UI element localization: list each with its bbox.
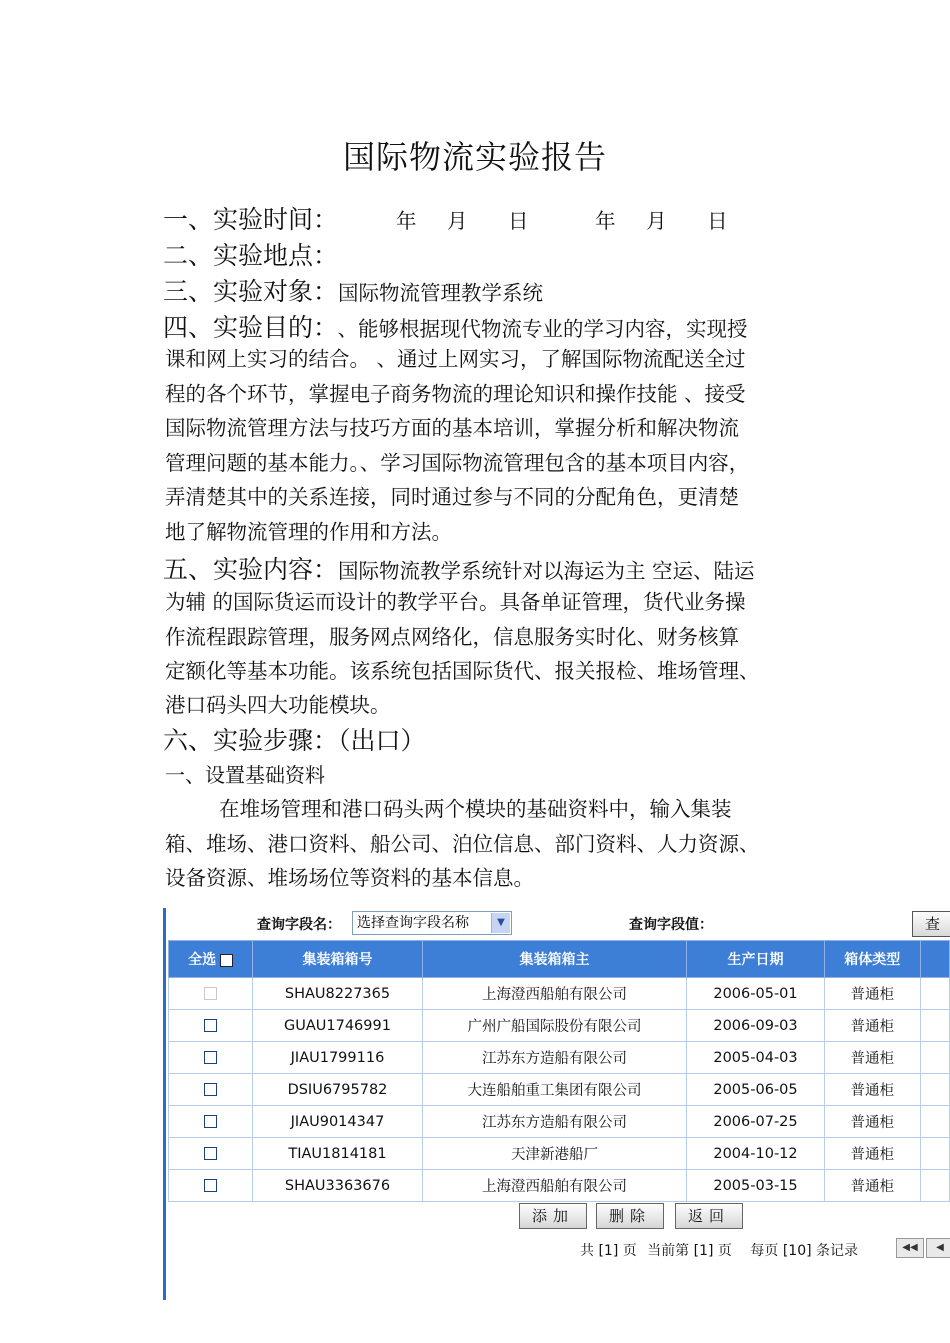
cell-container-number[interactable]: SHAU3363676	[253, 1170, 422, 1202]
section-time-label: 一、实验时间：	[163, 205, 339, 234]
document-title: 国际物流实验报告	[342, 138, 607, 176]
cell-owner: 江苏东方造船有限公司	[422, 1106, 687, 1138]
subsection-line: 箱、堆场、港口资料、船公司、泊位信息、部门资料、人力资源、	[165, 832, 760, 856]
chevron-down-icon[interactable]: ▼	[491, 913, 510, 933]
row-checkbox[interactable]	[204, 1147, 217, 1160]
column-header-extra	[920, 941, 949, 978]
content-line: 定额化等基本功能。该系统包括国际货代、报关报检、堆场管理、	[165, 659, 760, 683]
query-button[interactable]: 查	[912, 911, 950, 937]
pager-total: 共 [1] 页	[580, 1243, 637, 1259]
back-button[interactable]: 返回	[675, 1203, 743, 1229]
subsection-title: 一、设置基础资料	[165, 763, 325, 787]
cell-type: 普通柜	[824, 1010, 920, 1042]
row-checkbox	[204, 987, 217, 1000]
cell-extra	[920, 1106, 949, 1138]
date-month-1: 月	[447, 209, 468, 233]
row-checkbox[interactable]	[204, 1083, 217, 1096]
cell-extra	[920, 1074, 949, 1106]
column-header-owner: 集装箱箱主	[422, 941, 687, 978]
cell-container-number[interactable]: DSIU6795782	[253, 1074, 422, 1106]
subsection-line: 设备资源、堆场场位等资料的基本信息。	[165, 866, 534, 890]
date-year-1: 年	[395, 209, 417, 233]
section-purpose	[163, 308, 748, 344]
cell-date: 2006-07-25	[687, 1106, 825, 1138]
date-range-end	[595, 209, 728, 233]
cell-type: 普通柜	[824, 1138, 920, 1170]
section-purpose-first-line: 、能够根据现代物流专业的学习内容，实现授	[337, 317, 748, 341]
cell-owner: 天津新港船厂	[422, 1138, 687, 1170]
cell-type: 普通柜	[824, 1170, 920, 1202]
cell-extra	[920, 1042, 949, 1074]
content-line: 为辅 的国际货运而设计的教学平台。具备单证管理，货代业务操	[165, 590, 746, 614]
purpose-line: 管理问题的基本能力。、学习国际物流管理包含的基本项目内容，	[165, 451, 750, 475]
select-all-checkbox[interactable]	[220, 954, 233, 967]
column-header-date: 生产日期	[687, 941, 825, 978]
purpose-line: 课和网上实习的结合。 、通过上网实习，了解国际物流配送全过	[165, 347, 746, 371]
purpose-line: 弄清楚其中的关系连接，同时通过参与不同的分配角色，更清楚	[165, 485, 739, 509]
delete-button[interactable]: 删除	[596, 1203, 664, 1229]
select-all-label: 全选	[188, 952, 217, 968]
query-field-label: 查询字段名：	[257, 917, 341, 933]
cell-type: 普通柜	[824, 1074, 920, 1106]
table-row	[169, 1106, 950, 1138]
section-object-label: 三、实验对象：	[163, 277, 339, 306]
first-page-icon[interactable]: ◀◀	[896, 1238, 924, 1258]
cell-date: 2006-09-03	[687, 1010, 825, 1042]
cell-container-number[interactable]: JIAU9014347	[253, 1106, 422, 1138]
section-object-value: 国际物流管理教学系统	[338, 281, 544, 305]
prev-page-icon[interactable]: ◀	[926, 1238, 950, 1258]
table-row	[169, 1010, 950, 1042]
section-time	[163, 200, 728, 236]
table-header-row	[169, 941, 950, 978]
row-checkbox[interactable]	[204, 1179, 217, 1192]
content-line: 港口码头四大功能模块。	[165, 693, 391, 717]
query-field-select[interactable]	[352, 911, 512, 935]
subsection-line: 在堆场管理和港口码头两个模块的基础资料中，输入集装	[219, 797, 732, 821]
action-button-bar	[163, 1203, 950, 1231]
cell-type: 普通柜	[824, 1042, 920, 1074]
cell-date: 2005-04-03	[687, 1042, 825, 1074]
table-row	[169, 1074, 950, 1106]
column-header-type: 箱体类型	[824, 941, 920, 978]
cell-container-number[interactable]: SHAU8227365	[253, 978, 422, 1010]
cell-date: 2004-10-12	[687, 1138, 825, 1170]
cell-extra	[920, 978, 949, 1010]
select-all-header[interactable]	[169, 941, 253, 978]
add-button[interactable]: 添加	[519, 1203, 587, 1229]
purpose-line: 国际物流管理方法与技巧方面的基本培训，掌握分析和解决物流	[165, 416, 739, 440]
section-purpose-label: 四、实验目的：	[163, 313, 326, 342]
cell-owner: 上海澄西船舶有限公司	[422, 978, 687, 1010]
cell-owner: 江苏东方造船有限公司	[422, 1042, 687, 1074]
row-checkbox[interactable]	[204, 1019, 217, 1032]
cell-container-number[interactable]: JIAU1799116	[253, 1042, 422, 1074]
cell-type: 普通柜	[824, 978, 920, 1010]
section-content-label: 五、实验内容：	[163, 555, 339, 584]
cell-container-number[interactable]: TIAU1814181	[253, 1138, 422, 1170]
date-year-2: 年	[595, 209, 616, 233]
cell-extra	[920, 1170, 949, 1202]
pager-current: 当前第 [1] 页	[647, 1243, 732, 1259]
cell-owner: 上海澄西船舶有限公司	[422, 1170, 687, 1202]
cell-extra	[920, 1010, 949, 1042]
section-object	[163, 272, 543, 308]
table-row	[169, 978, 950, 1010]
date-month-2: 月	[646, 209, 667, 233]
date-day-2: 日	[707, 209, 728, 233]
section-place-label: 二、实验地点：	[163, 241, 339, 270]
table-row	[169, 1170, 950, 1202]
container-table	[168, 940, 950, 1202]
panel-left-border	[163, 908, 166, 1300]
cell-container-number[interactable]: GUAU1746991	[253, 1010, 422, 1042]
cell-owner: 大连船舶重工集团有限公司	[422, 1074, 687, 1106]
pager-per-page: 每页 [10] 条记录	[750, 1243, 859, 1259]
cell-date: 2006-05-01	[687, 978, 825, 1010]
date-range-start	[396, 209, 535, 233]
purpose-line: 程的各个环节，掌握电子商务物流的理论知识和操作技能 、接受	[165, 382, 746, 406]
section-content-first-line: 国际物流教学系统针对以海运为主 空运、陆运	[338, 559, 755, 583]
query-value-label: 查询字段值：	[629, 917, 713, 933]
cell-date: 2005-06-05	[687, 1074, 825, 1106]
row-checkbox[interactable]	[204, 1051, 217, 1064]
purpose-line: 地了解物流管理的作用和方法。	[165, 520, 452, 544]
table-row	[169, 1138, 950, 1170]
cell-owner: 广州广船国际股份有限公司	[422, 1010, 687, 1042]
cell-date: 2005-03-15	[687, 1170, 825, 1202]
container-list-screenshot	[163, 908, 950, 1300]
column-header-number: 集装箱箱号	[253, 941, 422, 978]
cell-type: 普通柜	[824, 1106, 920, 1138]
query-field-select-value: 选择查询字段名称	[357, 915, 469, 931]
date-day-1: 日	[508, 209, 529, 233]
section-steps-label: 六、实验步骤：（出口）	[163, 726, 426, 755]
section-content	[163, 550, 755, 586]
row-checkbox[interactable]	[204, 1115, 217, 1128]
cell-extra	[920, 1138, 949, 1170]
table-row	[169, 1042, 950, 1074]
content-line: 作流程跟踪管理，服务网点网络化，信息服务实时化、财务核算	[165, 625, 739, 649]
pager	[580, 1240, 858, 1260]
